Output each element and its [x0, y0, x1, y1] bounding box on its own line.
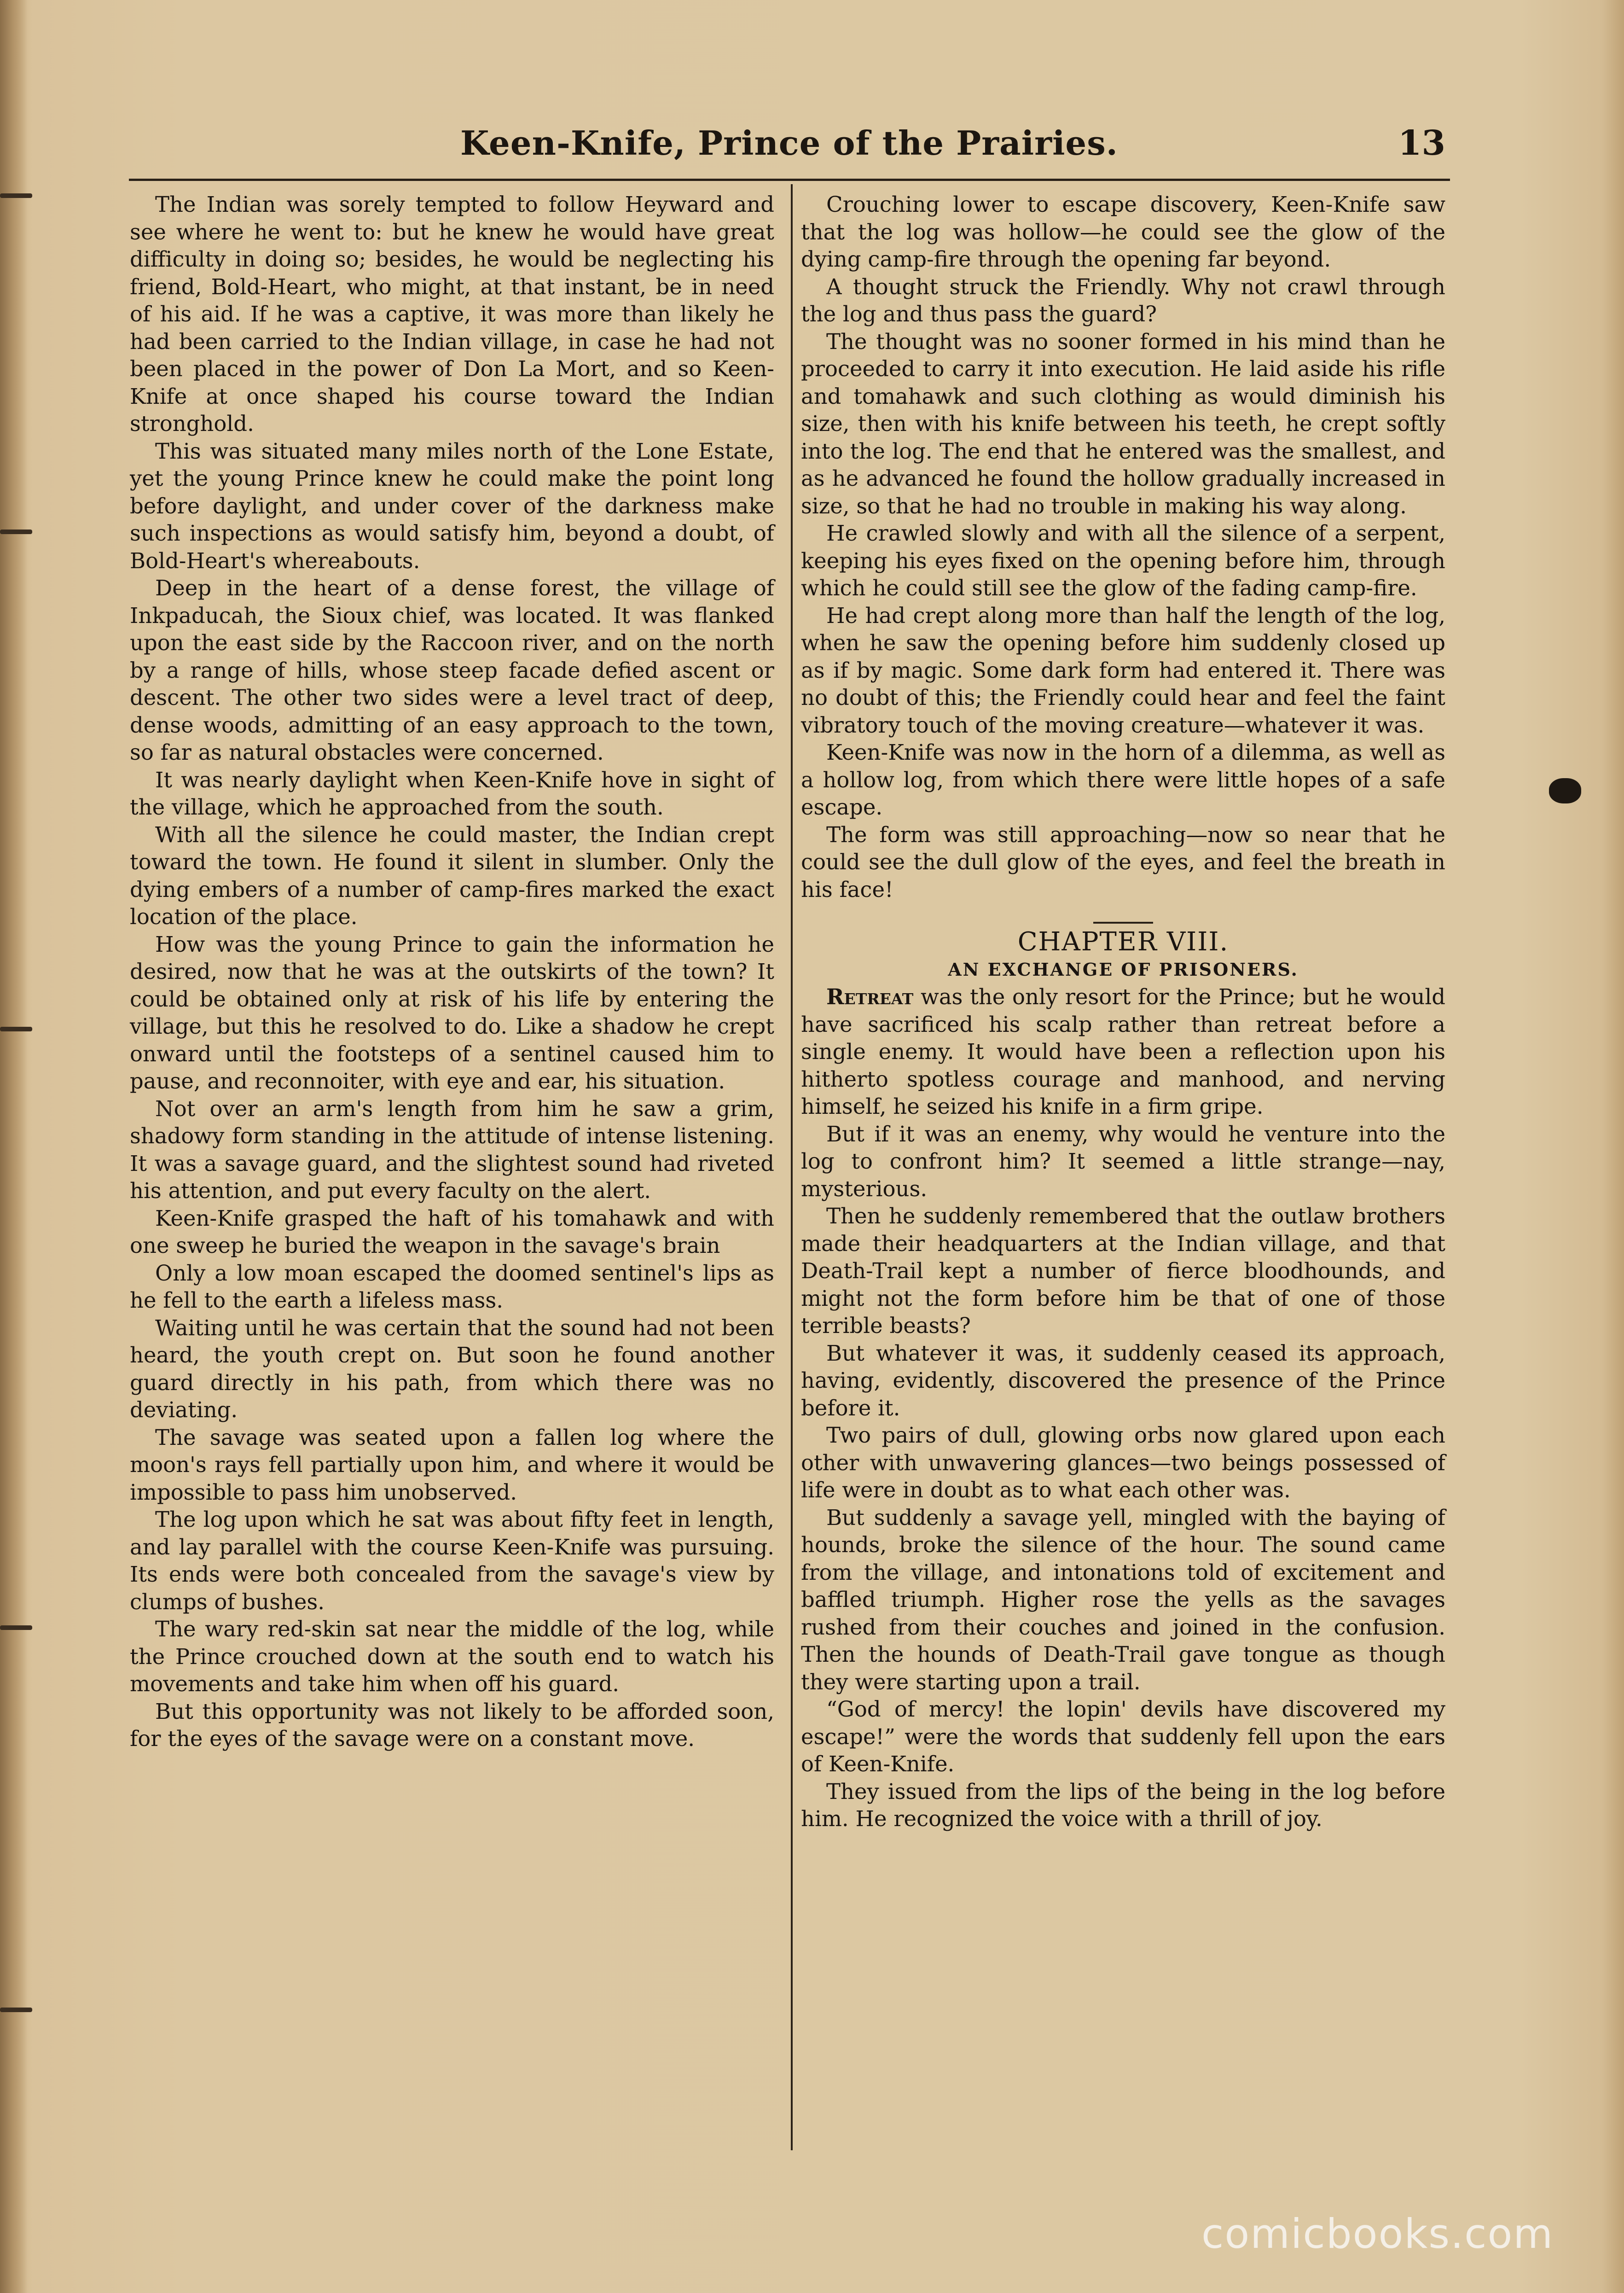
paragraph: The form was still approaching—now so near that he could see the dull glow of the eyes, and feel the breath in his face!	[801, 822, 1445, 902]
paragraph: But whatever it was, it suddenly ceased its approach, having, evidently, discovered the presence of the Prince before it.	[801, 1340, 1445, 1420]
paragraph: But this opportunity was not likely to be afforded soon, for the eyes of the savage were on a constant move.	[130, 1699, 774, 1751]
paragraph-text: was the only resort for the Prince; but he would have sacrificed his scalp rather than retreat before a single enemy. It would have been a reflection upon his hitherto spotless courage and manhood, and nerving himself, he seized his knife in a firm gripe.	[801, 984, 1445, 1119]
page-number: 13	[1398, 123, 1445, 163]
paragraph: With all the silence he could master, the Indian crept toward the town. He found it silent in slumber. Only the dying embers of a number of camp-fires marked the exact location of the place.	[130, 822, 774, 929]
binding-stitch	[0, 1625, 32, 1630]
chapter-first-paragraph	[801, 983, 1445, 1121]
binding-stitch	[0, 193, 32, 198]
paragraph: Crouching lower to escape discovery, Keen-Knife saw that the log was hollow—he could see the glow of the dying camp-fire through the opening far beyond.	[801, 192, 1445, 272]
paragraph: How was the young Prince to gain the information he desired, now that he was at the outskirts of the town? It could be obtained only at risk of his life by entering the village, but this he resolved to do. Like a shadow he crept onward until the footsteps of a sentinel caused him to pause, and reconnoiter, with eye and ear, his situation.	[130, 931, 774, 1094]
paragraph: A thought struck the Friendly. Why not crawl through the log and thus pass the guard?	[801, 274, 1445, 326]
paragraph: Deep in the heart of a dense forest, the village of Inkpaducah, the Sioux chief, was located. It was flanked upon the east side by the Raccoon river, and on the north by a range of hills, whose steep facade defied ascent or descent. The other two sides were a level tract of deep, dense woods, admitting of an easy approach to the town, so far as natural obstacles were concerned.	[130, 576, 774, 765]
paragraph: Not over an arm's length from him he saw a grim, shadowy form standing in the attitude of intense listening. It was a savage guard, and the slightest sound had riveted his attention, and put every faculty on the alert.	[130, 1096, 774, 1203]
paragraph: He crawled slowly and with all the silence of a serpent, keeping his eyes fixed on the opening before him, through which he could still see the glow of the fading camp-fire.	[801, 521, 1445, 600]
paragraph: The thought was no sooner formed in his mind than he proceeded to carry it into execution. He laid aside his rifle and tomahawk and such clothing as would diminish his size, then with his knife between his teeth, he crept softly into the log. The end that he entered was the smallest, and as he advanced he found the hollow gradually increased in size, so that he had no trouble in making his way along.	[801, 329, 1445, 518]
paragraph: But suddenly a savage yell, mingled with the baying of hounds, broke the silence of the hour. The sound came from the village, and intonations told of excitement and baffled triumph. Higher rose the yells as the savages rushed from their couches and joined in the confusion. Then the hounds of Death-Trail gave tongue as though they were starting upon a trail.	[801, 1505, 1445, 1694]
watermark: comicbooks.com	[1201, 2210, 1554, 2258]
drop-word: Retreat	[826, 984, 914, 1009]
paragraph: Keen-Knife grasped the haft of his tomahawk and with one sweep he buried the weapon in the savage's brain	[130, 1205, 774, 1258]
paragraph: They issued from the lips of the being in the log before him. He recognized the voice with a thrill of joy.	[801, 1779, 1445, 1831]
right-column	[801, 191, 1445, 1833]
paragraph: The Indian was sorely tempted to follow Heyward and see where he went to: but he knew he would have great difficulty in doing so; besides, he would be neglecting his friend, Bold-Heart, who might, at that instant, be in need of his aid. If he was a captive, it was more than likely he had been carried to the Indian village, in case he had not been placed in the power of Don La Mort, and so Keen-Knife at once shaped his course toward the Indian stronghold.	[130, 192, 774, 436]
ink-blot	[1549, 778, 1581, 803]
left-column	[130, 191, 774, 1753]
paragraph: The log upon which he sat was about fifty feet in length, and lay parallel with the course Keen-Knife was pursuing. Its ends were both concealed from the savage's view by clumps of bushes.	[130, 1507, 774, 1614]
chapter-heading: CHAPTER VIII.	[1017, 927, 1229, 957]
binding-stitch	[0, 1027, 32, 1031]
paragraph: Keen-Knife was now in the horn of a dilemma, as well as a hollow log, from which there were little hopes of a safe escape.	[801, 740, 1445, 820]
binding-stitch	[0, 530, 32, 534]
binding-gutter	[0, 0, 28, 2293]
header-rule	[129, 179, 1450, 181]
paragraph: Waiting until he was certain that the sound had not been heard, the youth crept on. But soon he found another guard directly in his path, from which there was no deviating.	[130, 1315, 774, 1422]
chapter-subheading: AN EXCHANGE OF PRISONERS.	[948, 959, 1299, 980]
paragraph: Only a low moan escaped the doomed sentinel's lips as he fell to the earth a lifeless mass.	[130, 1260, 774, 1313]
paragraph: But if it was an enemy, why would he venture into the log to confront him? It seemed a little strange—nay, mysterious.	[801, 1121, 1445, 1201]
paragraph: The savage was seated upon a fallen log where the moon's rays fell partially upon him, and where it would be impossible to pass him unobserved.	[130, 1425, 774, 1505]
column-divider	[791, 184, 793, 2150]
binding-stitch	[0, 2008, 32, 2012]
paragraph: This was situated many miles north of the Lone Estate, yet the young Prince knew he could make the point long before daylight, and under cover of the darkness make such inspections as would satisfy him, beyond a doubt, of Bold-Heart's whereabouts.	[130, 438, 774, 573]
chapter-rule	[1093, 922, 1153, 924]
paragraph: Two pairs of dull, glowing orbs now glared upon each other with unwavering glances—two beings possessed of life were in doubt as to what each other was.	[801, 1423, 1445, 1502]
paragraph: He had crept along more than half the length of the log, when he saw the opening before him suddenly closed up as if by magic. Some dark form had entered it. There was no doubt of this; the Friendly could hear and feel the faint vibratory touch of the moving creature—whatever it was.	[801, 603, 1445, 738]
running-header	[460, 123, 1445, 174]
running-title: Keen-Knife, Prince of the Prairies.	[460, 123, 1118, 163]
paragraph: It was nearly daylight when Keen-Knife hove in sight of the village, which he approached from the south.	[130, 767, 774, 820]
paragraph: Then he suddenly remembered that the outlaw brothers made their headquarters at the Indian village, and that Death-Trail kept a number of fierce bloodhounds, and might not the form before him be that of one of those terrible beasts?	[801, 1204, 1445, 1338]
paragraph: The wary red-skin sat near the middle of the log, while the Prince crouched down at the south end to watch his movements and take him when off his guard.	[130, 1617, 774, 1696]
paragraph: “God of mercy! the lopin' devils have discovered my escape!” were the words that suddenly fell upon the ears of Keen-Knife.	[801, 1697, 1445, 1776]
